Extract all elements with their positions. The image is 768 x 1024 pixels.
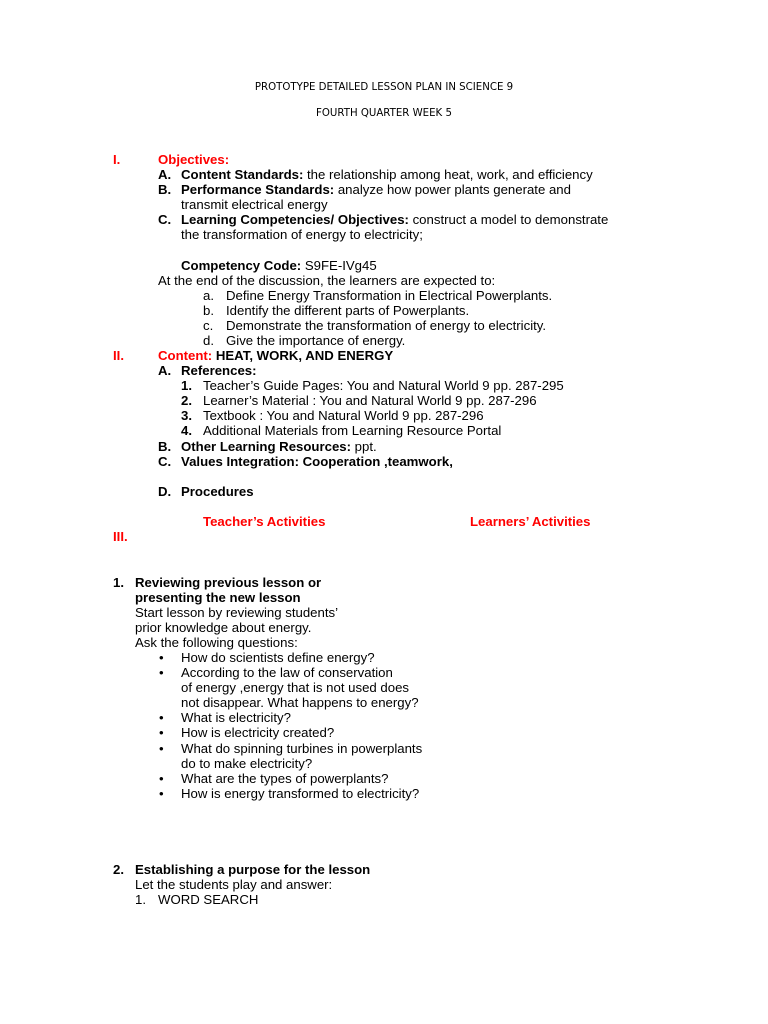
step-2-title: Establishing a purpose for the lesson: [135, 862, 371, 877]
list-marker: C.: [158, 212, 172, 227]
list-marker: c.: [203, 318, 214, 333]
reference-item: Teacher’s Guide Pages: You and Natural World 9 pp. 287-295: [203, 378, 564, 393]
question-item: What do spinning turbines in powerplants: [181, 741, 423, 756]
objectives-heading: Objectives:: [158, 152, 230, 167]
step-1-text: Ask the following questions:: [135, 635, 298, 650]
question-item: How is electricity created?: [181, 725, 335, 740]
list-marker: 1.: [113, 575, 124, 590]
question-item: What are the types of powerplants?: [181, 771, 389, 786]
step-1-text: Start lesson by reviewing students’: [135, 605, 339, 620]
list-marker: A.: [158, 167, 172, 182]
question-item-cont: do to make electricity?: [181, 756, 313, 771]
section-3-numeral: III.: [113, 529, 128, 544]
list-marker: B.: [158, 439, 172, 454]
reference-item: Learner’s Material : You and Natural World 9 pp. 287-296: [203, 393, 537, 408]
values-integration: Values Integration: Cooperation ,teamwork,: [181, 454, 453, 469]
step-1-title: Reviewing previous lesson or: [135, 575, 322, 590]
list-marker: 1.: [181, 378, 192, 393]
word-search-item: WORD SEARCH: [158, 892, 259, 907]
learning-competencies: Learning Competencies/ Objectives: construct a model to demonstrate: [181, 212, 609, 227]
teachers-activities-heading: Teacher’s Activities: [203, 514, 326, 529]
reference-item: Textbook : You and Natural World 9 pp. 287-296: [203, 408, 484, 423]
step-1-text: prior knowledge about energy.: [135, 620, 312, 635]
bullet-icon: •: [159, 741, 164, 756]
performance-standards: Performance Standards: analyze how power plants generate and: [181, 182, 571, 197]
learners-activities-heading: Learners’ Activities: [470, 514, 591, 529]
bullet-icon: •: [159, 650, 164, 665]
procedures-heading: Procedures: [181, 484, 254, 499]
question-item-cont: not disappear. What happens to energy?: [181, 695, 419, 710]
step-1-title-cont: presenting the new lesson: [135, 590, 301, 605]
content-standards: Content Standards: the relationship among heat, work, and efficiency: [181, 167, 593, 182]
question-item-cont: of energy ,energy that is not used does: [181, 680, 409, 695]
list-marker: 1.: [135, 892, 146, 907]
competency-code: Competency Code: S9FE-IVg45: [181, 258, 377, 273]
list-marker: A.: [158, 363, 172, 378]
bullet-icon: •: [159, 710, 164, 725]
section-1-numeral: I.: [113, 152, 121, 167]
question-item: How do scientists define energy?: [181, 650, 375, 665]
performance-standards-cont: transmit electrical energy: [181, 197, 328, 212]
objective-item: Define Energy Transformation in Electrical Powerplants.: [226, 288, 553, 303]
objective-item: Give the importance of energy.: [226, 333, 406, 348]
bullet-icon: •: [159, 786, 164, 801]
list-marker: 2.: [181, 393, 192, 408]
bullet-icon: •: [159, 771, 164, 786]
list-marker: d.: [203, 333, 214, 348]
question-item: According to the law of conservation: [181, 665, 393, 680]
list-marker: C.: [158, 454, 172, 469]
step-2-text: Let the students play and answer:: [135, 877, 333, 892]
bullet-icon: •: [159, 725, 164, 740]
list-marker: D.: [158, 484, 172, 499]
document-title: PROTOTYPE DETAILED LESSON PLAN IN SCIENCE 9: [254, 82, 514, 93]
bullet-icon: •: [159, 665, 164, 680]
list-marker: 3.: [181, 408, 192, 423]
list-marker: 4.: [181, 423, 192, 438]
references-heading: References:: [181, 363, 257, 378]
section-2-numeral: II.: [113, 348, 124, 363]
other-learning-resources: Other Learning Resources: ppt.: [181, 439, 377, 454]
list-marker: b.: [203, 303, 214, 318]
list-marker: B.: [158, 182, 172, 197]
learning-competencies-cont: the transformation of energy to electricity;: [181, 227, 423, 242]
list-marker: a.: [203, 288, 214, 303]
objective-item: Demonstrate the transformation of energy to electricity.: [226, 318, 547, 333]
question-item: How is energy transformed to electricity?: [181, 786, 420, 801]
objective-item: Identify the different parts of Powerplants.: [226, 303, 470, 318]
question-item: What is electricity?: [181, 710, 291, 725]
content-heading: Content: HEAT, WORK, AND ENERGY: [158, 348, 394, 363]
reference-item: Additional Materials from Learning Resource Portal: [203, 423, 502, 438]
list-marker: 2.: [113, 862, 124, 877]
document-subtitle: FOURTH QUARTER WEEK 5: [316, 108, 452, 119]
objectives-intro: At the end of the discussion, the learners are expected to:: [158, 273, 496, 288]
